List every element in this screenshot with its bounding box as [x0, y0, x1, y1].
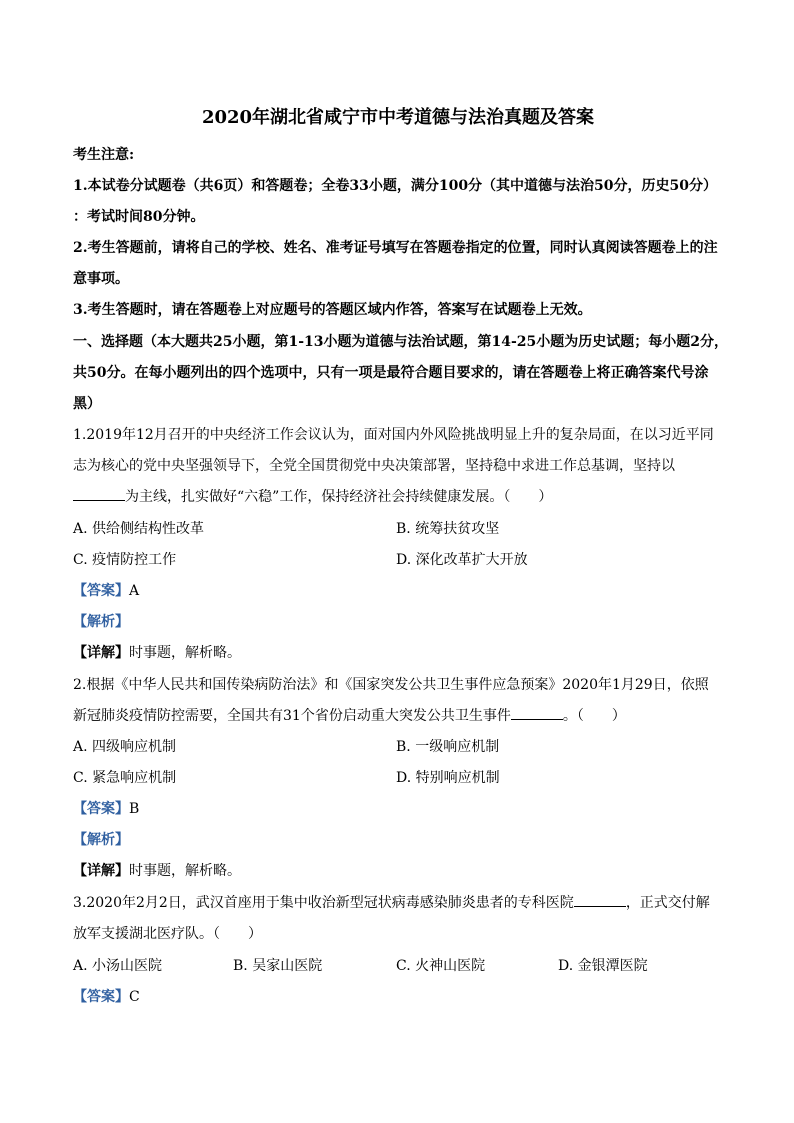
section-heading-line-1: 一、选择题（本大题共25小题，第1-13小题为道德与法治试题，第14-25小题为历史试题；每小题2分， — [73, 334, 729, 350]
notice-heading: 考生注意: — [73, 147, 135, 163]
question-1-analysis — [73, 613, 723, 631]
question-2-line-2 — [73, 707, 723, 725]
analysis-label: 【解析】 — [73, 614, 129, 630]
question-1-line-3 — [73, 488, 723, 506]
notice-item-1: 1.本试卷分试题卷（共6页）和答题卷；全卷33小题，满分100分（其中道德与法治50分，历史50分） — [73, 178, 718, 194]
question-1-option-b: B. 统筹扶贫攻坚 — [396, 521, 500, 537]
question-2-analysis — [73, 831, 723, 849]
question-2-detail — [73, 862, 723, 880]
question-2-option-d: D. 特别响应机制 — [396, 770, 500, 786]
question-3-line-1-post: ，正式交付解 — [625, 895, 710, 911]
section-heading-line-2: 共50分。在每小题列出的四个选项中，只有一项是最符合题目要求的，请在答题卷上将正确答案代号涂 — [73, 365, 709, 381]
detail-label: 【详解】 — [73, 645, 129, 661]
notice-item-2-cont: 意事项。 — [73, 271, 129, 287]
question-1-line-2: 志为核心的党中央坚强领导下，全党全国贯彻党中央决策部署，坚持稳中求进工作总基调，坚持以 — [73, 458, 675, 474]
question-1-option-c: C. 疫情防控工作 — [73, 552, 177, 568]
answer-blank — [574, 894, 626, 907]
question-3-option-d: D. 金银潭医院 — [558, 958, 648, 974]
question-1-line-1: 1.2019年12月召开的中央经济工作会议认为，面对国内外风险挑战明显上升的复杂局面，在以习近平同 — [73, 427, 714, 443]
question-2-option-b: B. 一级响应机制 — [396, 739, 500, 755]
question-3-line-1-pre: 3.2020年2月2日，武汉首座用于集中收治新型冠状病毒感染肺炎患者的专科医院 — [73, 895, 574, 911]
answer-label: 【答案】 — [73, 989, 129, 1005]
answer-blank — [73, 488, 125, 501]
question-1-answer — [73, 582, 723, 600]
question-3-option-b: B. 吴家山医院 — [233, 958, 323, 974]
question-1-option-a: A. 供给侧结构性改革 — [73, 521, 205, 537]
question-2-line-2-pre: 新冠肺炎疫情防控需要，全国共有31个省份启动重大突发公共卫生事件 — [73, 708, 511, 724]
answer-label: 【答案】 — [73, 801, 129, 817]
question-1-detail — [73, 644, 723, 662]
question-3-option-a: A. 小汤山医院 — [73, 958, 163, 974]
section-heading-line-3: 黑） — [73, 396, 101, 412]
answer-value: A — [129, 583, 140, 599]
answer-value: B — [129, 801, 140, 817]
detail-text: 时事题，解析略。 — [129, 863, 241, 879]
answer-label: 【答案】 — [73, 583, 129, 599]
notice-item-2: 2.考生答题前，请将自己的学校、姓名、准考证号填写在答题卷指定的位置，同时认真阅读答题卷上的注 — [73, 240, 718, 256]
detail-label: 【详解】 — [73, 863, 129, 879]
notice-item-3: 3.考生答题时，请在答题卷上对应题号的答题区域内作答，答案写在试题卷上无效。 — [73, 302, 592, 318]
detail-text: 时事题，解析略。 — [129, 645, 241, 661]
question-2-line-2-post: 。（ ） — [562, 708, 626, 724]
question-2-line-1: 2.根据《中华人民共和国传染病防治法》和《国家突发公共卫生事件应急预案》2020年1月29日，依照 — [73, 677, 709, 693]
answer-blank — [511, 707, 563, 720]
question-1-tail: 为主线，扎实做好“六稳”工作，保持经济社会持续健康发展。（ ） — [125, 489, 553, 505]
question-3-line-1 — [73, 894, 723, 912]
answer-value: C — [129, 989, 140, 1005]
question-1-option-d: D. 深化改革扩大开放 — [396, 552, 528, 568]
question-2-option-c: C. 紧急响应机制 — [73, 770, 177, 786]
question-3-answer — [73, 988, 723, 1006]
question-2-option-a: A. 四级响应机制 — [73, 739, 177, 755]
question-2-answer — [73, 800, 723, 818]
notice-item-1-cont: ：考试时间80分钟。 — [73, 209, 205, 225]
question-3-option-c: C. 火神山医院 — [396, 958, 486, 974]
page-title: 2020年湖北省咸宁市中考道德与法治真题及答案 — [201, 107, 595, 128]
question-3-line-2: 放军支援湖北医疗队。（ ） — [73, 926, 262, 942]
analysis-label: 【解析】 — [73, 832, 129, 848]
